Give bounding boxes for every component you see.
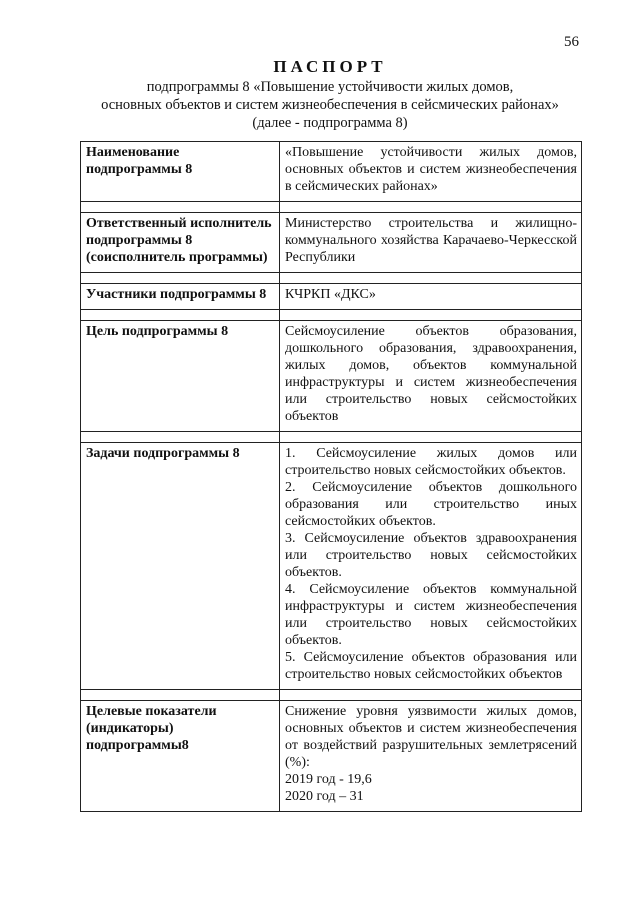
row-spacer [81,273,582,284]
table-row-indicators [81,701,582,812]
row-value: Сейсмоусиление объектов образования, дошкольного образования, здравоохранения, жилых домов, объектов коммунальной инфраструктуры и систем жизнеобеспечения или строительство новых сейсмостойких объектов [280,321,582,432]
document-title: ПАСПОРТ [273,57,387,76]
heading-line-1: подпрограммы 8 «Повышение устойчивости жилых домов, [146,79,514,95]
task-item: 2. Сейсмоусиление объектов дошкольного образования или строительство иных сейсмостойких объектов. [285,480,577,529]
row-value: КЧРКП «ДКС» [280,284,582,310]
task-item: 1. Сейсмоусиление жилых домов или строительство новых сейсмостойких объектов. [285,446,577,478]
table-row-executor [81,213,582,273]
table-row-name [81,142,582,202]
row-value-list [280,443,582,690]
task-item: 5. Сейсмоусиление объектов образования или строительство новых сейсмостойких объектов [285,650,577,682]
row-label: Участники подпрограммы 8 [81,284,280,310]
page-number: 56 [564,34,579,50]
row-spacer [81,690,582,701]
indicator-2019: 2019 год - 19,6 [285,772,372,787]
indicator-description: Снижение уровня уязвимости жилых домов, основных объектов и систем жизнеобеспечения от воздействий разрушительных землетрясений (%): [285,704,577,770]
table-row-tasks [81,443,582,690]
heading-line-3: (далее - подпрограмма 8) [252,115,408,131]
document-heading [80,56,580,132]
table-row-participants [81,284,582,310]
row-spacer [81,202,582,213]
row-spacer [81,432,582,443]
heading-line-2: основных объектов и систем жизнеобеспечения в сейсмических районах» [101,97,559,113]
row-label: Ответственный исполнитель подпрограммы 8 (соисполнитель программы) [81,213,280,273]
table-row-goal [81,321,582,432]
indicator-2020: 2020 год – 31 [285,789,364,804]
row-spacer [81,310,582,321]
row-label: Наименование подпрограммы 8 [81,142,280,202]
row-value: «Повышение устойчивости жилых домов, основных объектов и систем жизнеобеспечения в сейсмических районах» [280,142,582,202]
row-label: Цель подпрограммы 8 [81,321,280,432]
passport-table [80,141,582,812]
row-value: Министерство строительства и жилищно-коммунального хозяйства Карачаево-Черкесской Республики [280,213,582,273]
task-item: 3. Сейсмоусиление объектов здравоохранения или строительство новых сейсмостойких объектов. [285,531,577,580]
row-value [280,701,582,812]
task-item: 4. Сейсмоусиление объектов коммунальной инфраструктуры и систем жизнеобеспечения или строительство новых сейсмостойких объектов. [285,582,577,648]
row-label: Целевые показатели (индикаторы) подпрограммы8 [81,701,280,812]
row-label: Задачи подпрограммы 8 [81,443,280,690]
